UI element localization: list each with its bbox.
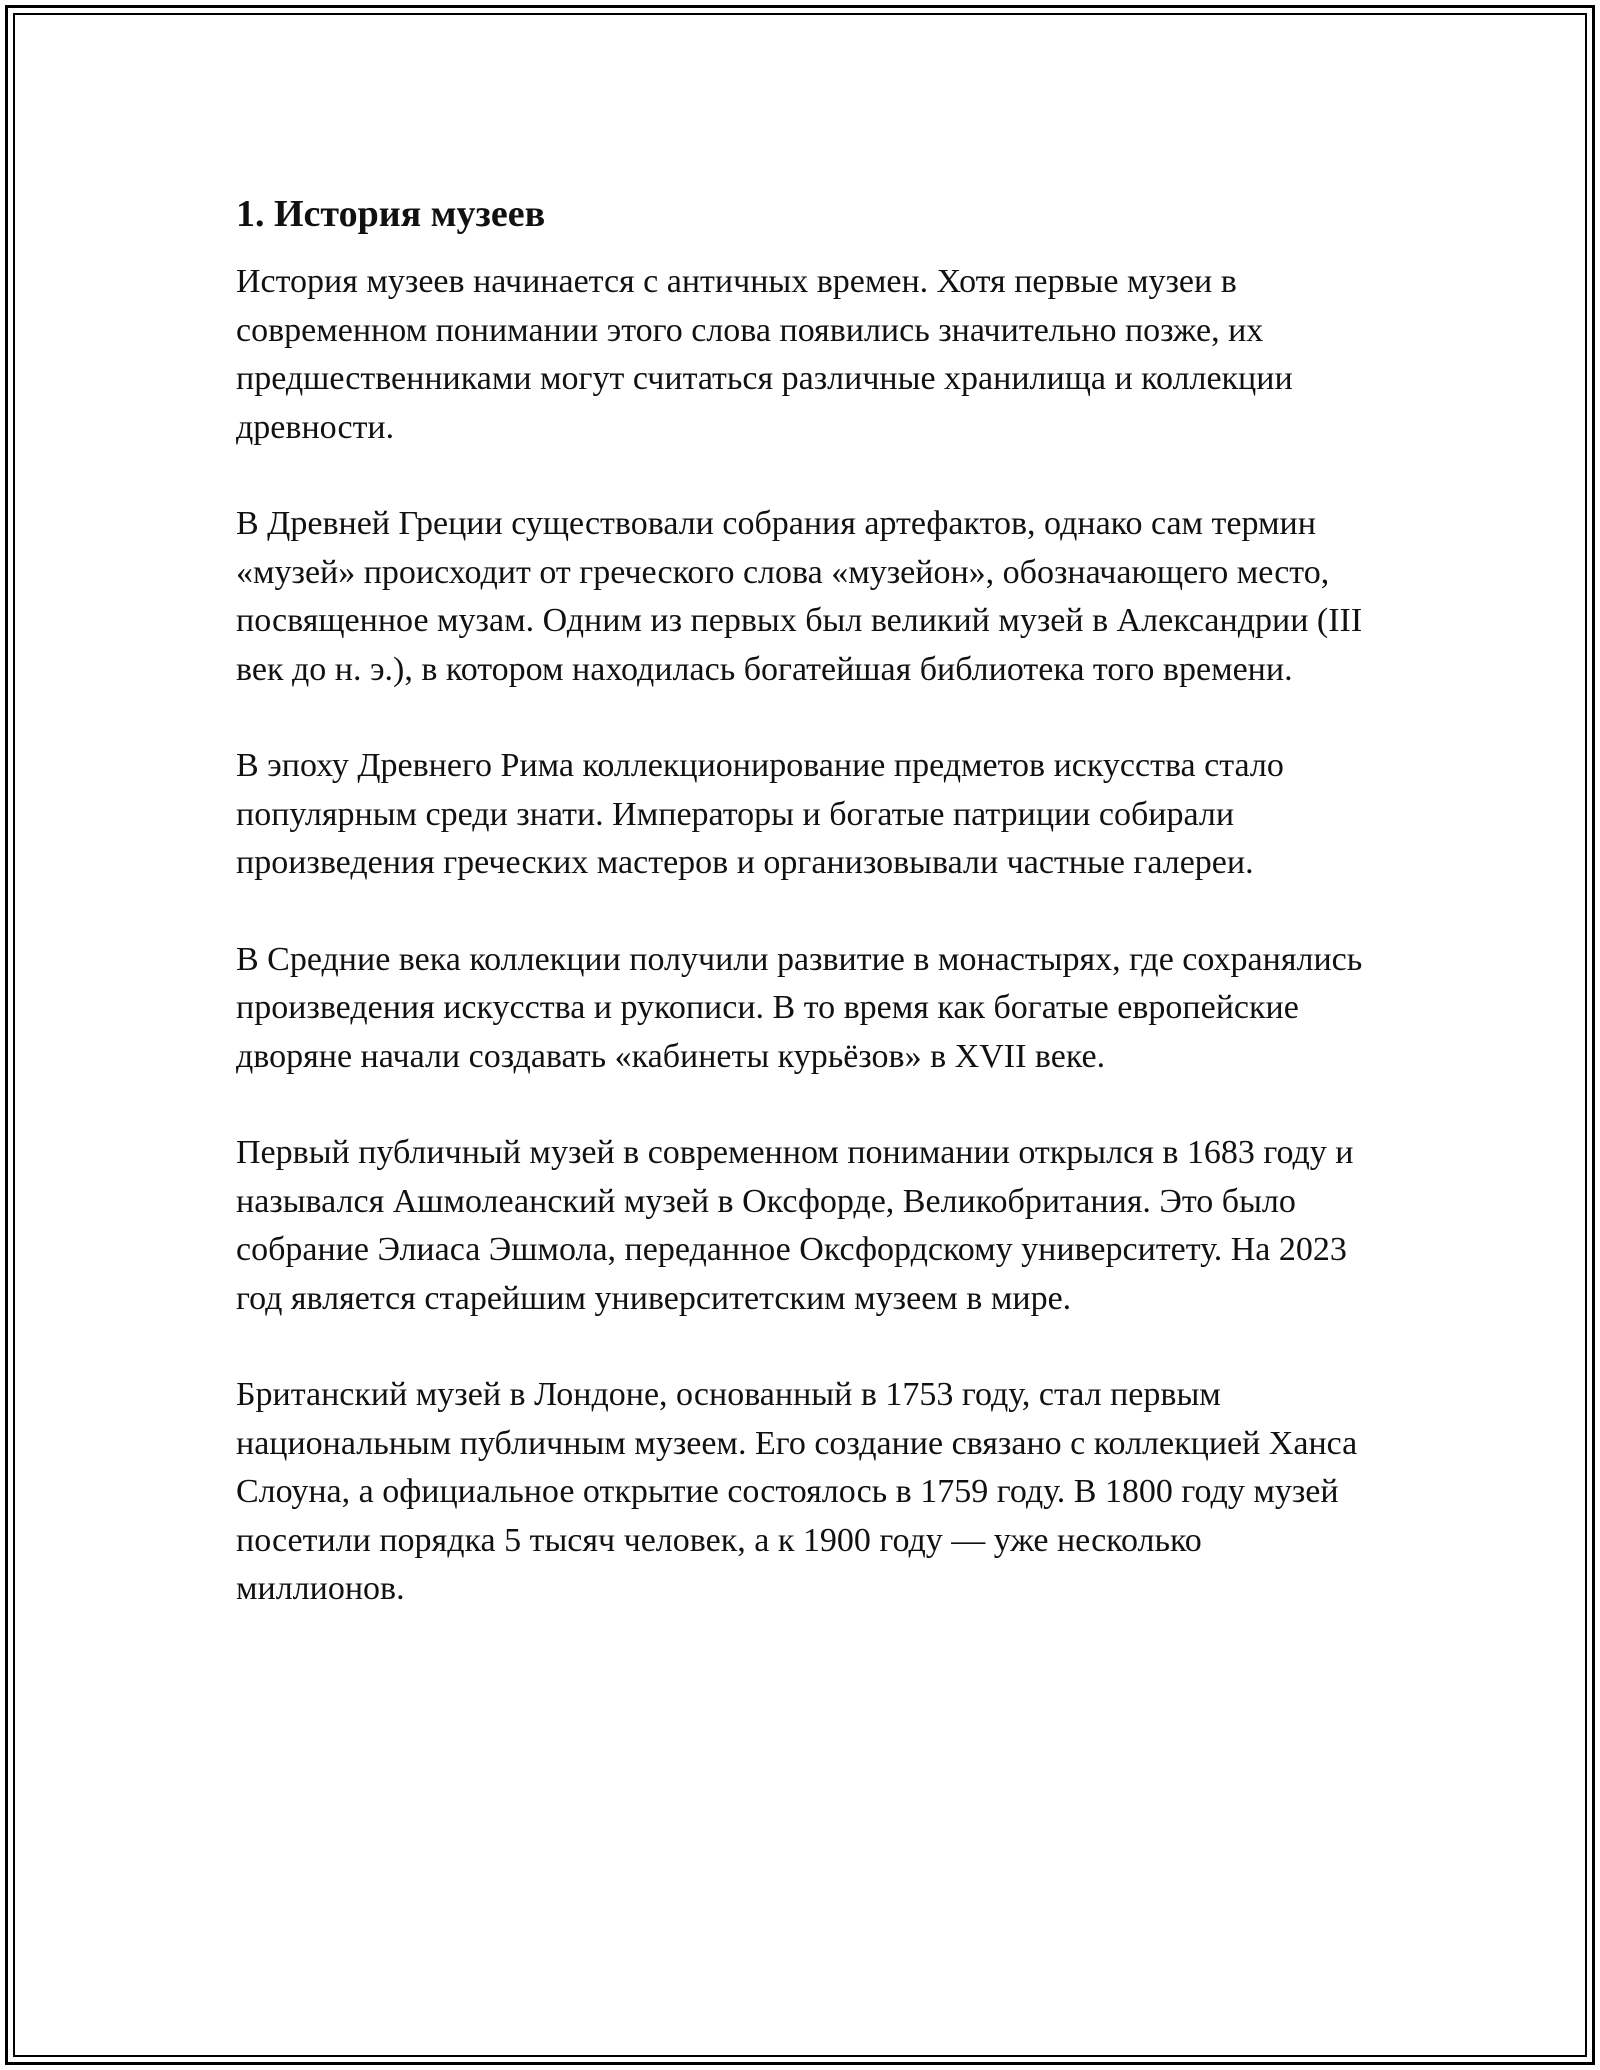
document-body	[236, 190, 1376, 1662]
paragraph-antiquity: История музеев начинается с античных времен. Хотя первые музеи в современном понимании этого слова появились значительно позже, их предшественниками могут считаться различные хранилища и коллекции древности.	[236, 263, 1293, 446]
section-title: 1. История музеев	[236, 193, 546, 235]
paragraph-middle-ages: В Средние века коллекции получили развитие в монастырях, где сохранялись произведения искусства и рукописи. В то время как богатые европейские дворяне начали создавать «кабинеты курьёзов» в XVII веке.	[236, 940, 1363, 1075]
paragraph-british-museum: Британский музей в Лондоне, основанный в 1753 году, стал первым национальным публичным музеем. Его создание связано с коллекцией Ханса Слоуна, а официальное открытие состоялось в 1759 году. В 1800 году музей посетили порядка 5 тысяч человек, а к 1900 году — уже несколько миллионов.	[236, 1376, 1358, 1607]
paragraph-ancient-rome: В эпоху Древнего Рима коллекционирование предметов искусства стало популярным среди знати. Императоры и богатые патриции собирали произведения греческих мастеров и организовывали частные галереи.	[236, 747, 1284, 881]
paragraph-ashmolean-museum: Первый публичный музей в современном понимании открылся в 1683 году и назывался Ашмолеанский музей в Оксфорде, Великобритания. Это было собрание Элиаса Эшмола, переданное Оксфордскому университету. На 2023 год является старейшим университетским музеем в мире.	[236, 1134, 1354, 1317]
paragraph-ancient-greece: В Древней Греции существовали собрания артефактов, однако сам термин «музей» происходит от греческого слова «музейон», обозначающего место, посвященное музам. Одним из первых был великий музей в Александрии (III век до н. э.), в котором находилась богатейшая библиотека того времени.	[236, 505, 1363, 688]
